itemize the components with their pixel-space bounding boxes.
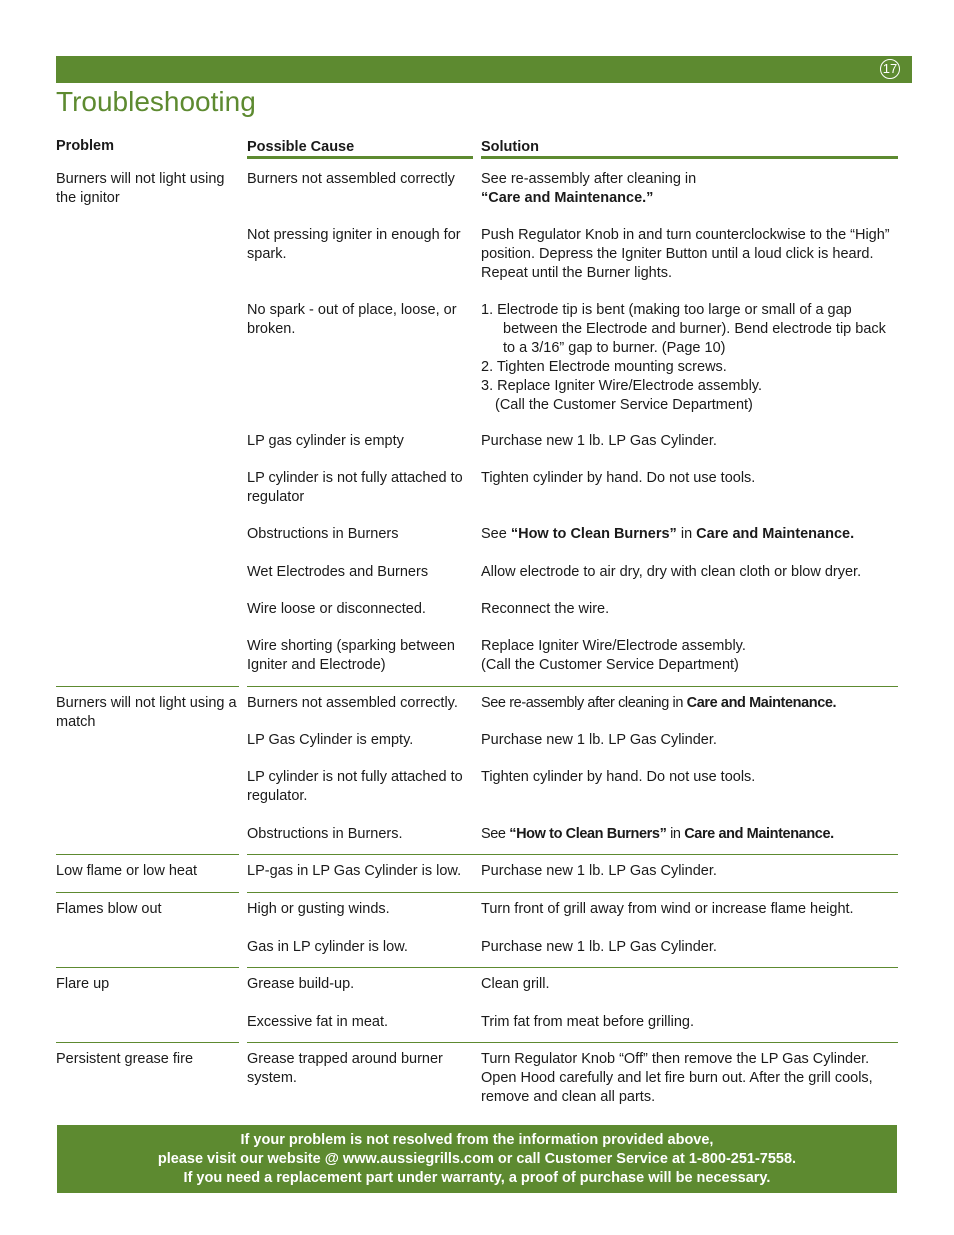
cause-text: Burners not assembled correctly [247,171,455,187]
cause-text: No spark - out of place, loose, or broken. [247,302,457,337]
customer-service-banner [57,1125,897,1193]
cause-text: Wire loose or disconnected. [247,601,426,617]
solution-step: 1. Electrode tip is bent (making too large or small of a gap between the Electrode and burner). Bend electrode tip back to a 3/16” gap to burner. (Page 10) [481,302,886,356]
solution-text [481,525,901,544]
divider [56,967,239,968]
column-header-problem: Problem [56,138,115,154]
solution-text: Tighten cylinder by hand. Do not use tools. [481,769,756,785]
divider [247,686,898,687]
solution-steps [481,301,901,415]
solution-text: Push Regulator Knob in and turn counterclockwise to the “High” position. Depress the Igniter Button until a loud click is heard. Repeat until the Burner lights. [481,227,890,281]
solution-text: Purchase new 1 lb. LP Gas Cylinder. [481,732,717,748]
page-title: Troubleshooting [56,86,256,117]
solution-text: Purchase new 1 lb. LP Gas Cylinder. [481,863,717,879]
cause-text: LP cylinder is not fully attached to regulator [247,470,463,505]
cause-text: Obstructions in Burners. [247,826,403,842]
solution-note: (Call the Customer Service Department) [495,397,753,413]
column-header-solution: Solution [481,139,898,159]
cause-text: High or gusting winds. [247,901,390,917]
problem-text: Burners will not light using a match [56,695,237,730]
cause-text: LP gas cylinder is empty [247,433,404,449]
solution-part: in [670,826,681,842]
solution-emphasis: “Care and Maintenance.” [481,190,654,206]
divider [56,854,239,855]
solution-emphasis: Care and Maintenance. [686,695,837,711]
problem-text: Low flame or low heat [56,863,198,879]
solution-part: See [481,526,507,542]
solution-emphasis: “How to Clean Burners” [509,826,667,842]
divider [247,854,898,855]
cause-text: Gas in LP cylinder is low. [247,939,408,955]
cause-text: Not pressing igniter in enough for spark. [247,227,461,262]
solution-step: 2. Tighten Electrode mounting screws. [481,359,727,375]
solution-text [481,637,901,675]
solution-text: Clean grill. [481,976,550,992]
cause-text: Obstructions in Burners [247,526,399,542]
solution-text: Turn front of grill away from wind or increase flame height. [481,901,854,917]
solution-text: Purchase new 1 lb. LP Gas Cylinder. [481,433,717,449]
solution-text: Allow electrode to air dry, dry with clean cloth or blow dryer. [481,564,862,580]
solution-part: (Call the Customer Service Department) [481,657,739,673]
solution-text [481,694,901,713]
solution-text [481,825,901,844]
solution-part: See [481,826,506,842]
banner-line: If your problem is not resolved from the information provided above, [240,1132,714,1148]
cause-text: LP-gas in LP Gas Cylinder is low. [247,863,462,879]
problem-text: Persistent grease fire [56,1051,194,1067]
divider [56,686,239,687]
problem-text: Burners will not light using the ignitor [56,171,225,206]
solution-step: 3. Replace Igniter Wire/Electrode assembly. [481,378,762,394]
solution-emphasis: “How to Clean Burners” [510,526,677,542]
cause-text: Grease build-up. [247,976,355,992]
divider [247,1042,898,1043]
page-number-badge: 17 [880,59,900,79]
solution-part: in [680,526,693,542]
banner-line: please visit our website @ www.aussiegrills.com or call Customer Service at 1-800-251-7558. [157,1151,797,1167]
cause-text: Wet Electrodes and Burners [247,564,429,580]
problem-text: Flare up [56,976,110,992]
solution-part: Replace Igniter Wire/Electrode assembly. [481,638,746,654]
cause-text: Burners not assembled correctly. [247,695,458,711]
solution-text: Reconnect the wire. [481,601,610,617]
solution-text: Turn Regulator Knob “Off” then remove the LP Gas Cylinder. Open Hood carefully and let fire burn out. After the grill cools, remove and clean all parts. [481,1051,873,1105]
column-header-cause: Possible Cause [247,139,473,159]
divider [56,1042,239,1043]
solution-text: Purchase new 1 lb. LP Gas Cylinder. [481,939,717,955]
solution-part: See re-assembly after cleaning in [481,695,683,711]
divider [247,892,898,893]
solution-emphasis: Care and Maintenance. [696,526,855,542]
solution-text: Trim fat from meat before grilling. [481,1014,694,1030]
problem-text: Flames blow out [56,901,162,917]
header-bar [56,56,912,83]
solution-part: See re-assembly after cleaning in [481,171,697,187]
cause-text: Excessive fat in meat. [247,1014,389,1030]
cause-text: LP Gas Cylinder is empty. [247,732,414,748]
divider [247,967,898,968]
solution-text [481,170,901,208]
solution-text: Tighten cylinder by hand. Do not use tools. [481,470,756,486]
cause-text: LP cylinder is not fully attached to regulator. [247,769,463,804]
cause-text: Wire shorting (sparking between Igniter and Electrode) [247,638,455,673]
cause-text: Grease trapped around burner system. [247,1051,443,1086]
banner-line: If you need a replacement part under warranty, a proof of purchase will be necessary. [183,1170,771,1186]
divider [56,892,239,893]
solution-emphasis: Care and Maintenance. [684,826,834,842]
